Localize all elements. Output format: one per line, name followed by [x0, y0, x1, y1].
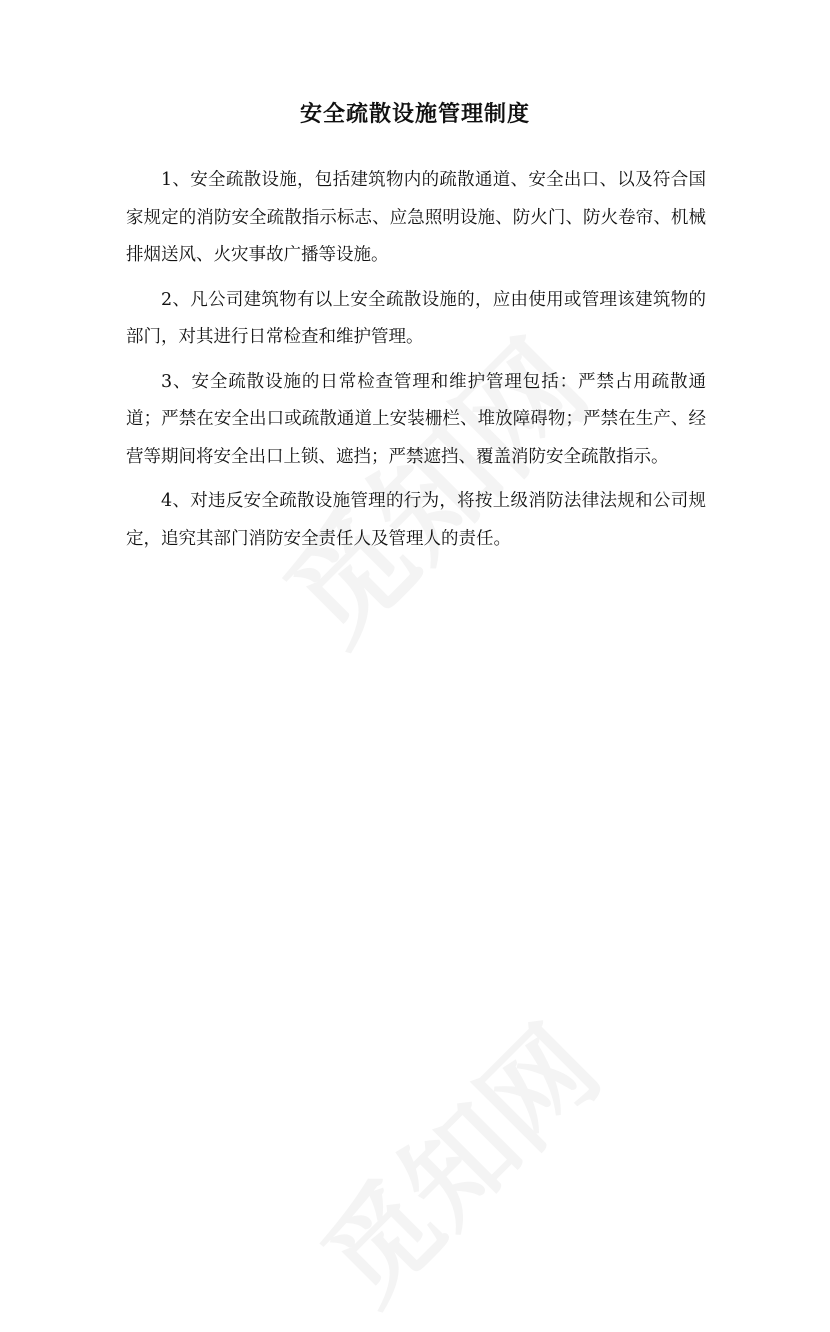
paragraph-1: 1、安全疏散设施，包括建筑物内的疏散通道、安全出口、以及符合国家规定的消防安全疏散指示标志、应急照明设施、防火门、防火卷帘、机械排烟送风、火灾事故广播等设施。	[126, 170, 706, 265]
document-body	[126, 162, 706, 565]
paragraph-2: 2、凡公司建筑物有以上安全疏散设施的，应由使用或管理该建筑物的部门，对其进行日常检查和维护管理。	[126, 289, 706, 347]
paragraph-3: 3、安全疏散设施的日常检查管理和维护管理包括：严禁占用疏散通道；严禁在安全出口或疏散通道上安装栅栏、堆放障碍物；严禁在生产、经营等期间将安全出口上锁、遮挡；严禁遮挡、覆盖消防安全疏散指示。	[126, 371, 706, 467]
watermark-logo	[282, 986, 627, 1331]
document-title: 安全疏散设施管理制度	[299, 101, 530, 127]
paragraph-4: 4、对违反安全疏散设施管理的行为，将按上级消防法律法规和公司规定，追究其部门消防安全责任人及管理人的责任。	[126, 491, 706, 549]
